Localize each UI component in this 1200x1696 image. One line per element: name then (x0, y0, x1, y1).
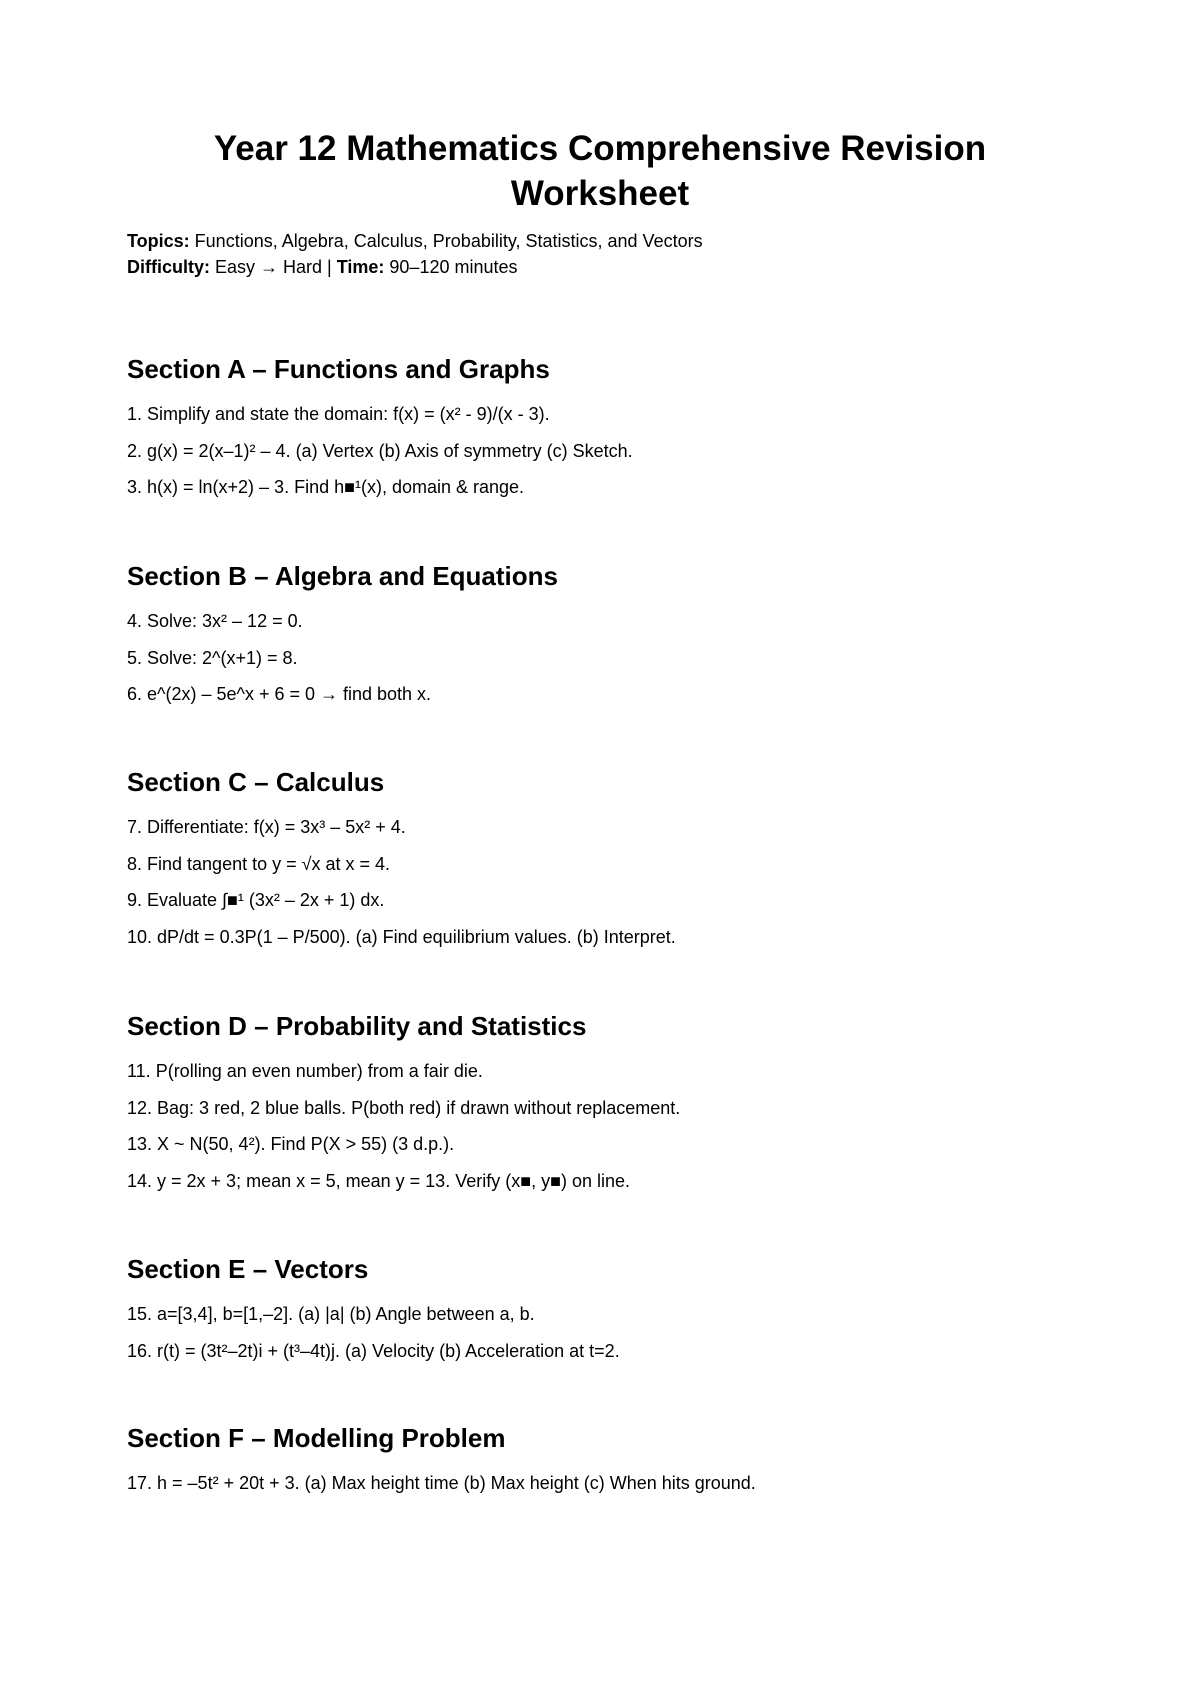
section-heading: Section C – Calculus (127, 767, 385, 797)
topics-line (127, 228, 1127, 254)
question-item: 9. Evaluate ∫■¹ (3x² – 2x + 1) dx. (127, 890, 385, 910)
section-e (127, 1252, 1127, 1369)
question-item: 14. y = 2x + 3; mean x = 5, mean y = 13. Verify (x■, y■) on line. (127, 1170, 630, 1191)
topics-value: Functions, Algebra, Calculus, Probability, Statistics, and Vectors (189, 231, 703, 251)
worksheet-meta (127, 228, 1127, 280)
question-item: 3. h(x) = ln(x+2) – 3. Find h■¹(x), domain & range. (127, 477, 525, 497)
question-item: 12. Bag: 3 red, 2 blue balls. P(both red) if drawn without replacement. (127, 1097, 681, 1118)
question-item: 5. Solve: 2^(x+1) = 8. (127, 647, 298, 668)
page-title-line-1: Year 12 Mathematics Comprehensive Revision (213, 129, 987, 168)
question-item: 6. e^(2x) – 5e^x + 6 = 0 → find both x. (127, 684, 432, 704)
difficulty-value: Easy → Hard | (210, 257, 337, 277)
section-heading: Section F – Modelling Problem (127, 1423, 506, 1453)
difficulty-line (127, 254, 1127, 280)
section-heading: Section B – Algebra and Equations (127, 561, 558, 591)
section-a (127, 352, 1127, 506)
section-heading: Section A – Functions and Graphs (127, 354, 550, 384)
difficulty-label: Difficulty: (127, 257, 210, 277)
question-list (127, 1053, 1127, 1199)
time-label: Time: (336, 257, 385, 277)
section-f (127, 1421, 1127, 1502)
time-value: 90–120 minutes (384, 257, 518, 277)
section-d (127, 1009, 1127, 1199)
question-item: 8. Find tangent to y = √x at x = 4. (127, 853, 391, 874)
section-c (127, 765, 1127, 955)
topics-label: Topics: (127, 231, 190, 251)
page-title-line-2: Worksheet (510, 174, 690, 213)
question-item: 11. P(rolling an even number) from a fair die. (127, 1061, 483, 1081)
question-item: 10. dP/dt = 0.3P(1 – P/500). (a) Find equilibrium values. (b) Interpret. (127, 926, 676, 947)
question-item: 16. r(t) = (3t²–2t)i + (t³–4t)j. (a) Velocity (b) Acceleration at t=2. (127, 1340, 620, 1361)
question-item: 1. Simplify and state the domain: f(x) = (x² - 9)/(x - 3). (127, 404, 550, 424)
question-item: 13. X ~ N(50, 4²). Find P(X > 55) (3 d.p.). (127, 1134, 455, 1154)
question-list (127, 1465, 1127, 1502)
question-item: 2. g(x) = 2(x–1)² – 4. (a) Vertex (b) Axis of symmetry (c) Sketch. (127, 440, 633, 461)
question-list (127, 603, 1127, 713)
section-b (127, 559, 1127, 713)
question-item: 7. Differentiate: f(x) = 3x³ – 5x² + 4. (127, 817, 406, 837)
section-heading: Section E – Vectors (127, 1254, 369, 1284)
question-item: 4. Solve: 3x² – 12 = 0. (127, 611, 303, 631)
question-list (127, 1296, 1127, 1369)
page-title (0, 126, 1200, 216)
section-heading: Section D – Probability and Statistics (127, 1011, 587, 1041)
question-list (127, 809, 1127, 955)
question-item: 17. h = –5t² + 20t + 3. (a) Max height time (b) Max height (c) When hits ground. (127, 1473, 756, 1493)
question-list (127, 396, 1127, 506)
question-item: 15. a=[3,4], b=[1,–2]. (a) |a| (b) Angle between a, b. (127, 1304, 535, 1324)
